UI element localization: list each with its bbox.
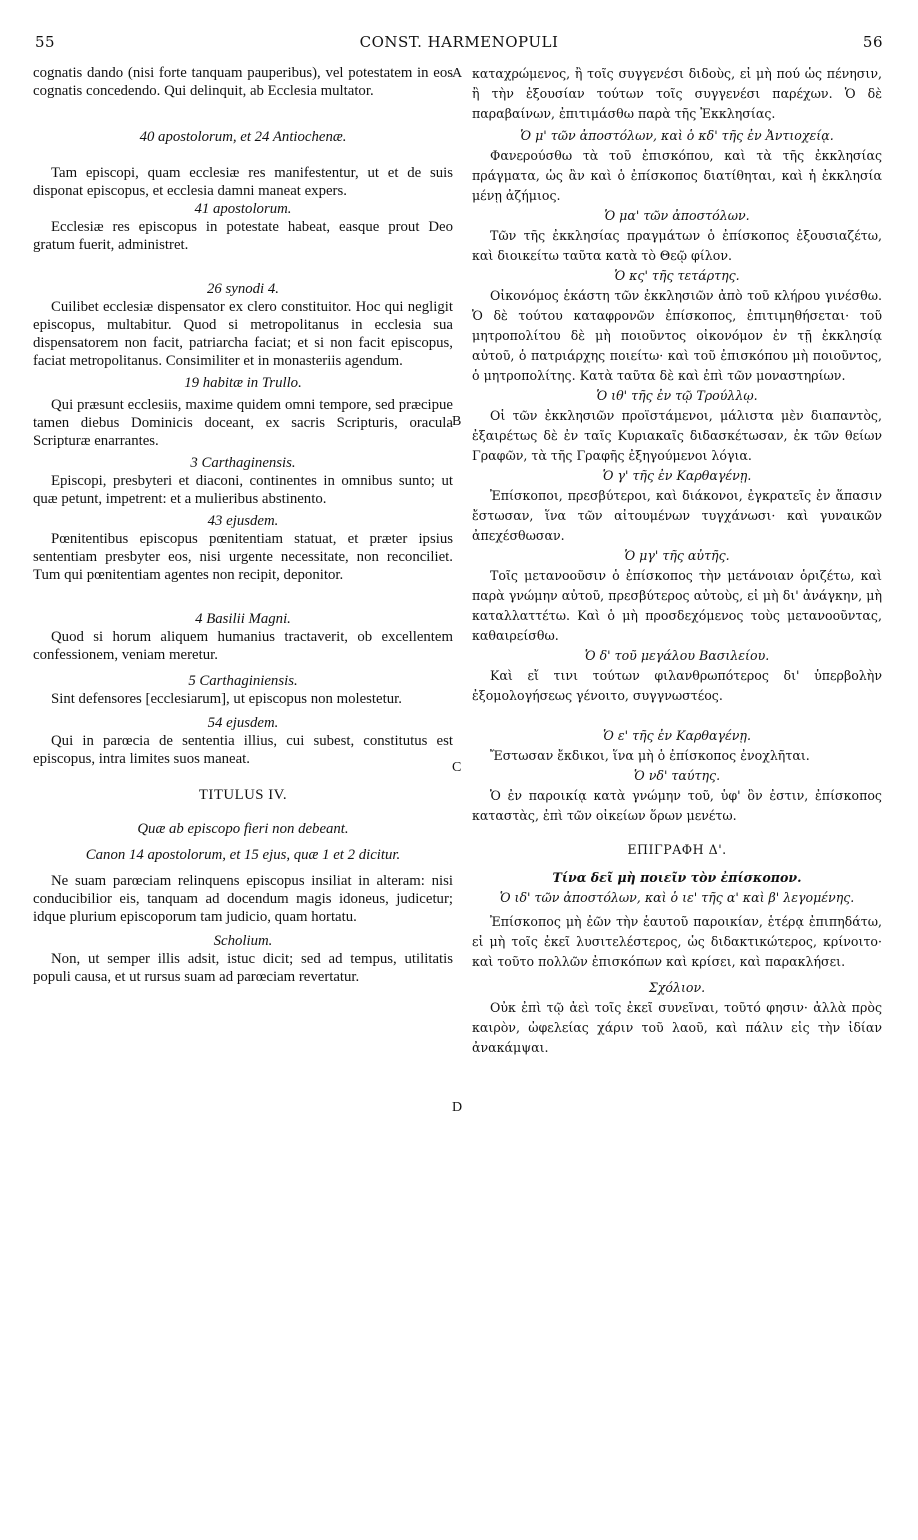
latin-paragraph: Qui præsunt ecclesiis, maxime quidem omni tempore, sed præcipue tamen diebus Dominicis doceant, ex sacris Scripturis, oracula Scripturæ enarrantes.	[33, 397, 453, 449]
latin-paragraph: Cuilibet ecclesiæ dispensator ex clero constituitor. Hoc qui negligit episcopus, multabitur. Quod si metropolitanus in ecclesia sua dispensatorem non facit, patriarcha faciat; et si non facit episcopus, faciat metropolitanus. Consimiliter et in monasteriis agendum.	[33, 299, 453, 369]
greek-paragraph: Ἐπίσκοπος μὴ ἐῶν τὴν ἑαυτοῦ παροικίαν, ἑτέρᾳ ἐπιπηδάτω, εἰ μὴ τοῖς ἐκεῖ λυσιτελέστερος, ὡς διδακτικώτερος, κρίνοιτο· καὶ τοῦτο πολλῶν ἐπισκόπων καὶ κρίσει, καὶ παρακλήσει.	[472, 914, 882, 969]
greek-paragraph: Καὶ εἴ τινι τούτων φιλανθρωπότερος δι' ὑπερβολὴν ἐξομολογήσεως γένοιτο, συγγνωστέος.	[472, 668, 882, 703]
latin-heading: 19 habitæ in Trullo.	[184, 375, 302, 391]
latin-heading: 5 Carthaginiensis.	[188, 673, 298, 689]
greek-paragraph: Οἱ τῶν ἐκκλησιῶν προϊστάμενοι, μάλιστα μὲν διαπαντὸς, ἐξαιρέτως δὲ ἐν ταῖς Κυριακαῖς διδασκέτωσαν, ἐκ τῶν θείων Γραφῶν, τὰ τῆς Γραφῆς ἐξηγούμενοι λόγια.	[472, 408, 882, 463]
latin-heading: 41 apostolorum.	[194, 201, 292, 217]
greek-paragraph: Ἔστωσαν ἔκδικοι, ἵνα μὴ ὁ ἐπίσκοπος ἐνοχλῆται.	[490, 748, 810, 763]
greek-heading: Ὁ ιθ' τῆς ἐν τῷ Τρούλλῳ.	[596, 388, 758, 403]
latin-paragraph: Qui in parœcia de sententia illius, cui subest, constitutus est episcopus, intra limites suos maneat.	[33, 733, 453, 767]
greek-title: ΕΠΙΓΡΑΦΗ Δ'.	[627, 842, 727, 857]
page-number-right: 56	[862, 33, 883, 51]
margin-letter-a: A	[452, 66, 463, 81]
greek-heading: Ὁ μ' τῶν ἀποστόλων, καὶ ὁ κδ' τῆς ἐν Ἀντιοχείᾳ.	[520, 128, 834, 143]
latin-heading: 54 ejusdem.	[207, 715, 279, 731]
greek-subtitle: Τίνα δεῖ μὴ ποιεῖν τὸν ἐπίσκοπον.	[552, 870, 802, 885]
greek-heading: Ὁ κς' τῆς τετάρτης.	[614, 268, 740, 283]
greek-heading: Ὁ ιδ' τῶν ἀποστόλων, καὶ ὁ ιε' τῆς α' καὶ β' λεγομένης.	[499, 890, 855, 905]
latin-paragraph: Non, ut semper illis adsit, istuc dicit; sed ad tempus, utilitatis populi causa, et ut rursus suam ad parœciam revertatur.	[33, 951, 453, 985]
greek-paragraph: Οὐκ ἐπὶ τῷ ἀεὶ τοῖς ἐκεῖ συνεῖναι, τοῦτό φησιν· ἀλλὰ πρὸς καιρὸν, ὠφελείας χάριν τοῦ λαοῦ, καὶ πάλιν εἰς τὴν ἰδίαν ἀνακάμψαι.	[472, 1000, 882, 1055]
latin-heading: 40 apostolorum, et 24 Antiochenæ.	[139, 129, 347, 145]
latin-paragraph: Tam episcopi, quam ecclesiæ res manifestentur, ut et de suis disponat episcopus, et ecclesia damni maneat expers.	[33, 165, 453, 199]
greek-heading: Ὁ μγ' τῆς αὐτῆς.	[624, 548, 730, 563]
greek-heading: Ὁ μα' τῶν ἀποστόλων.	[604, 208, 750, 223]
greek-paragraph: Ἐπίσκοποι, πρεσβύτεροι, καὶ διάκονοι, ἐγκρατεῖς ἐν ἅπασιν ἔστωσαν, ἵνα τῶν αἰτουμένων τυγχάνωσι· καὶ γυναικῶν ἀπεχέσθωσαν.	[472, 488, 882, 543]
latin-heading: 3 Carthaginensis.	[190, 455, 296, 471]
latin-paragraph: Episcopi, presbyteri et diaconi, continentes in omnibus sunto; ut quæ petunt, impetrent: et a mulieribus abstinento.	[33, 473, 453, 507]
greek-paragraph: Τοῖς μετανοοῦσιν ὁ ἐπίσκοπος τὴν μετάνοιαν ὁριζέτω, καὶ παρὰ γνώμην αὐτοῦ, πρεσβύτερος αὐτοὺς, εἰ μὴ δι' ἀνάγκην, μὴ καταλλαττέτω. Καὶ ὁ μὴ προσδεχόμενος τοὺς μετανοοῦντας, καθαιρείσθω.	[472, 568, 882, 643]
latin-heading: Canon 14 apostolorum, et 15 ejus, quæ 1 et 2 dicitur.	[85, 847, 401, 863]
running-title: CONST. HARMENOPULI	[359, 33, 559, 51]
latin-paragraph: Pœnitentibus episcopus pœnitentiam statuat, et præter ipsius sententiam presbyter eos, nisi urgente necessitate, non reconciliet. Tum qui pœnitentiam agentes non recipit, deponitor.	[33, 531, 453, 583]
greek-heading: Ὁ νδ' ταύτης.	[633, 768, 721, 783]
latin-paragraph: Quod si horum aliquem humanius tractaverit, ob excellentem confessionem, veniam meretur.	[33, 629, 453, 663]
greek-heading: Σχόλιον.	[648, 980, 706, 995]
latin-heading: Scholium.	[213, 933, 273, 949]
latin-heading: 4 Basilii Magni.	[195, 611, 291, 627]
page-number-left: 55	[35, 33, 56, 51]
greek-heading: Ὁ γ' τῆς ἐν Καρθαγένῃ.	[602, 468, 752, 483]
latin-heading: 26 synodi 4.	[207, 281, 279, 297]
greek-column	[472, 64, 882, 1058]
latin-paragraph: Ecclesiæ res episcopus in potestate habeat, easque prout Deo gratum fuerit, administret.	[33, 219, 453, 253]
latin-paragraph: Sint defensores [ecclesiarum], ut episcopus non molestetur.	[51, 691, 402, 707]
margin-letter-c: C	[452, 760, 462, 775]
latin-subtitle: Quæ ab episcopo fieri non debeant.	[137, 821, 349, 837]
latin-title: TITULUS IV.	[198, 787, 288, 803]
page-header	[35, 33, 883, 55]
greek-paragraph: καταχρώμενος, ἢ τοῖς συγγενέσι διδοὺς, εἰ μὴ πού ὡς πένησιν, ἢ τὴν ἐξουσίαν τούτων τοῖς συγγενέσι παρέχων. Ὁ δὲ παραβαίνων, ἐπιτιμάσθω παρὰ τῆς Ἐκκλησίας.	[472, 66, 882, 121]
margin-letter-d: D	[452, 1100, 463, 1115]
greek-paragraph: Φανερούσθω τὰ τοῦ ἐπισκόπου, καὶ τὰ τῆς ἐκκλησίας πράγματα, ὡς ἂν καὶ ὁ ἐπίσκοπος διατίθηται, καὶ ἡ ἐκκλησία μένῃ ἀζήμιος.	[472, 148, 882, 203]
latin-column	[33, 64, 453, 986]
greek-heading: Ὁ δ' τοῦ μεγάλου Βασιλείου.	[584, 648, 770, 663]
greek-paragraph: Οἰκονόμος ἑκάστη τῶν ἐκκλησιῶν ἀπὸ τοῦ κλήρου γινέσθω. Ὁ δὲ τούτου καταφρονῶν ἐπίσκοπος, ἐπιτιμηθήσεται· τοῦ μητροπολίτου δὲ μὴ ποιοῦντος οἰκονόμον ἐν τῇ ἐκκλησίᾳ αὐτοῦ, ὁ πατριάρχης ποιείτω· καὶ τοῦ ἐπισκόπου μὴ ποιοῦντος, ὁ μητροπολίτης. Κατὰ ταῦτα δὲ καὶ ἐπὶ τῶν μοναστηρίων.	[472, 288, 882, 383]
latin-paragraph: Ne suam parœciam relinquens episcopus insiliat in alteram: nisi conducibilior eis, tanquam ad docendum magis idoneus, judicetur; idque plurium episcoporum tam judicio, quam hortatu.	[33, 873, 453, 925]
greek-paragraph: Ὁ ἐν παροικίᾳ κατὰ γνώμην τοῦ, ὑφ' ὃν ἐστιν, ἐπίσκοπος καταστὰς, ἐπὶ τῶν οἰκείων ὅρων μενέτω.	[472, 788, 882, 823]
latin-heading: 43 ejusdem.	[207, 513, 279, 529]
margin-letter-b: B	[452, 414, 462, 429]
latin-paragraph: cognatis dando (nisi forte tanquam pauperibus), vel potestatem in eos cognatis concedendo. Qui delinquit, ab Ecclesia multator.	[33, 65, 453, 99]
greek-heading: Ὁ ε' τῆς ἐν Καρθαγένῃ.	[603, 728, 751, 743]
greek-paragraph: Τῶν τῆς ἐκκλησίας πραγμάτων ὁ ἐπίσκοπος ἐξουσιαζέτω, καὶ διοικείτω ταῦτα κατὰ τὸ Θεῷ φίλον.	[472, 228, 882, 263]
